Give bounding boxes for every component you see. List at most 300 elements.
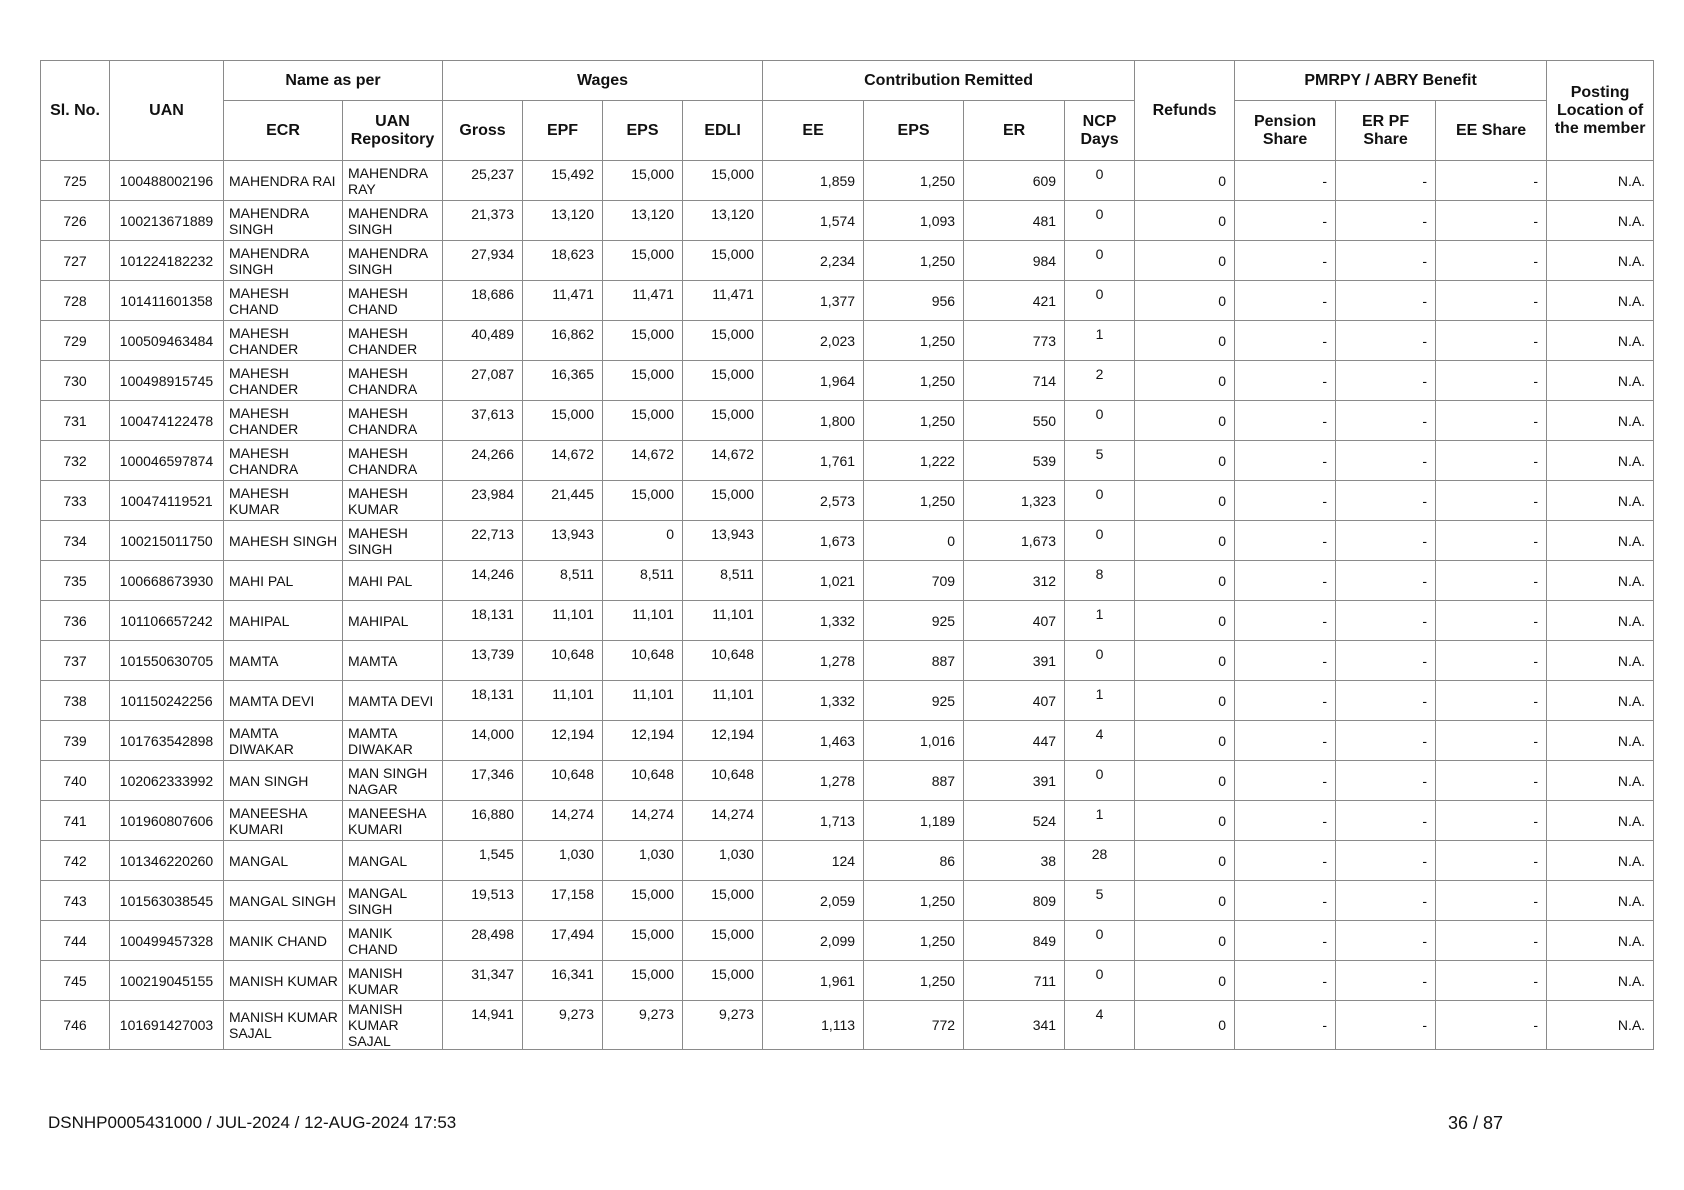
cell-edli: 13,943 [683,521,763,561]
table-row [41,761,1654,801]
table-row [41,161,1654,201]
cell-er: 711 [964,961,1065,1001]
group-name-as-per: Name as per [224,61,443,101]
cell-ee-share: - [1436,521,1547,561]
cell-gross: 22,713 [443,521,523,561]
group-pmrpy-abry: PMRPY / ABRY Benefit [1235,61,1547,101]
cell-er-pf-share: - [1336,481,1436,521]
cell-gross: 14,246 [443,561,523,601]
cell-edli: 15,000 [683,481,763,521]
table-row [41,961,1654,1001]
cell-contribution-eps: 1,250 [864,321,964,361]
cell-contribution-eps: 1,016 [864,721,964,761]
cell-edli: 15,000 [683,401,763,441]
cell-ncp-days: 0 [1065,761,1135,801]
cell-contribution-eps: 925 [864,681,964,721]
cell-ee-share: - [1436,841,1547,881]
cell-sl-no: 726 [41,201,110,241]
cell-gross: 16,880 [443,801,523,841]
cell-name-uan-repository: MAN SINGH NAGAR [343,761,443,801]
cell-name-ecr: MAMTA DEVI [224,681,343,721]
cell-ee: 1,574 [763,201,864,241]
cell-ncp-days: 0 [1065,521,1135,561]
cell-ncp-days: 4 [1065,721,1135,761]
cell-refunds: 0 [1135,241,1235,281]
table-header [41,61,1654,161]
cell-name-uan-repository: MANISH KUMAR SAJAL [343,1001,443,1050]
cell-ncp-days: 28 [1065,841,1135,881]
cell-er: 524 [964,801,1065,841]
cell-sl-no: 741 [41,801,110,841]
cell-er-pf-share: - [1336,241,1436,281]
cell-name-ecr: MANGAL [224,841,343,881]
cell-pension-share: - [1235,481,1336,521]
cell-epf: 11,101 [523,601,603,641]
cell-er: 984 [964,241,1065,281]
cell-ee-share: - [1436,681,1547,721]
cell-ee: 1,964 [763,361,864,401]
cell-name-ecr: MAHENDRA SINGH [224,241,343,281]
cell-pension-share: - [1235,561,1336,601]
table-row [41,521,1654,561]
cell-epf: 16,862 [523,321,603,361]
cell-ee-share: - [1436,201,1547,241]
cell-er-pf-share: - [1336,321,1436,361]
cell-posting-location: N.A. [1547,881,1654,921]
cell-ee: 2,023 [763,321,864,361]
cell-eps: 11,101 [603,681,683,721]
col-pension-share: Pension Share [1235,101,1336,161]
col-posting-location: Posting Location of the member [1547,61,1654,161]
cell-sl-no: 730 [41,361,110,401]
cell-ee: 2,099 [763,921,864,961]
cell-name-uan-repository: MAMTA [343,641,443,681]
cell-edli: 13,120 [683,201,763,241]
cell-ee-share: - [1436,481,1547,521]
cell-sl-no: 738 [41,681,110,721]
cell-sl-no: 733 [41,481,110,521]
cell-epf: 14,672 [523,441,603,481]
cell-epf: 1,030 [523,841,603,881]
cell-eps: 15,000 [603,241,683,281]
cell-name-uan-repository: MAMTA DEVI [343,681,443,721]
cell-ee: 2,573 [763,481,864,521]
cell-refunds: 0 [1135,601,1235,641]
cell-pension-share: - [1235,801,1336,841]
cell-uan: 101691427003 [110,1001,224,1050]
cell-er-pf-share: - [1336,961,1436,1001]
cell-refunds: 0 [1135,281,1235,321]
cell-name-ecr: MAHESH CHANDRA [224,441,343,481]
cell-name-uan-repository: MAHESH CHANDER [343,321,443,361]
cell-uan: 100668673930 [110,561,224,601]
cell-sl-no: 746 [41,1001,110,1050]
cell-ncp-days: 8 [1065,561,1135,601]
cell-uan: 100213671889 [110,201,224,241]
table-row [41,321,1654,361]
cell-refunds: 0 [1135,441,1235,481]
group-wages: Wages [443,61,763,101]
table-row [41,201,1654,241]
cell-ee-share: - [1436,321,1547,361]
cell-eps: 12,194 [603,721,683,761]
cell-name-uan-repository: MANGAL SINGH [343,881,443,921]
cell-ee-share: - [1436,801,1547,841]
col-er-pf-share: ER PF Share [1336,101,1436,161]
cell-pension-share: - [1235,961,1336,1001]
cell-posting-location: N.A. [1547,641,1654,681]
cell-epf: 10,648 [523,641,603,681]
cell-name-uan-repository: MAMTA DIWAKAR [343,721,443,761]
cell-edli: 15,000 [683,361,763,401]
cell-epf: 8,511 [523,561,603,601]
cell-eps: 15,000 [603,401,683,441]
cell-ee-share: - [1436,441,1547,481]
cell-name-ecr: MAHESH CHAND [224,281,343,321]
cell-name-uan-repository: MAHENDRA SINGH [343,201,443,241]
cell-sl-no: 731 [41,401,110,441]
cell-gross: 23,984 [443,481,523,521]
table-row [41,361,1654,401]
cell-edli: 10,648 [683,641,763,681]
cell-refunds: 0 [1135,161,1235,201]
cell-posting-location: N.A. [1547,601,1654,641]
cell-er-pf-share: - [1336,921,1436,961]
cell-pension-share: - [1235,601,1336,641]
cell-sl-no: 725 [41,161,110,201]
cell-ee-share: - [1436,641,1547,681]
cell-sl-no: 745 [41,961,110,1001]
cell-refunds: 0 [1135,681,1235,721]
cell-pension-share: - [1235,241,1336,281]
cell-contribution-eps: 1,250 [864,241,964,281]
cell-uan: 101563038545 [110,881,224,921]
cell-edli: 14,274 [683,801,763,841]
cell-refunds: 0 [1135,401,1235,441]
cell-ee-share: - [1436,281,1547,321]
cell-er-pf-share: - [1336,561,1436,601]
cell-er-pf-share: - [1336,681,1436,721]
cell-ncp-days: 0 [1065,161,1135,201]
cell-name-ecr: MAHI PAL [224,561,343,601]
cell-refunds: 0 [1135,201,1235,241]
page-number: 36 / 87 [1448,1113,1504,1133]
cell-gross: 24,266 [443,441,523,481]
cell-sl-no: 734 [41,521,110,561]
col-er: ER [964,101,1065,161]
cell-name-ecr: MAHESH CHANDER [224,361,343,401]
cell-sl-no: 728 [41,281,110,321]
table-row [41,601,1654,641]
cell-er-pf-share: - [1336,601,1436,641]
cell-er-pf-share: - [1336,401,1436,441]
cell-edli: 1,030 [683,841,763,881]
cell-edli: 15,000 [683,161,763,201]
cell-gross: 27,934 [443,241,523,281]
cell-contribution-eps: 772 [864,1001,964,1050]
cell-epf: 10,648 [523,761,603,801]
cell-er: 550 [964,401,1065,441]
cell-ee-share: - [1436,961,1547,1001]
cell-refunds: 0 [1135,321,1235,361]
cell-gross: 1,545 [443,841,523,881]
cell-edli: 15,000 [683,241,763,281]
cell-contribution-eps: 1,250 [864,361,964,401]
cell-epf: 17,158 [523,881,603,921]
cell-eps: 10,648 [603,761,683,801]
cell-sl-no: 729 [41,321,110,361]
cell-name-ecr: MAMTA [224,641,343,681]
cell-contribution-eps: 1,189 [864,801,964,841]
cell-edli: 15,000 [683,881,763,921]
cell-uan: 100219045155 [110,961,224,1001]
cell-eps: 14,672 [603,441,683,481]
cell-name-ecr: MANISH KUMAR [224,961,343,1001]
cell-eps: 15,000 [603,481,683,521]
cell-edli: 15,000 [683,921,763,961]
cell-ee: 1,278 [763,641,864,681]
cell-pension-share: - [1235,281,1336,321]
table-row [41,641,1654,681]
cell-gross: 28,498 [443,921,523,961]
group-contribution-remitted: Contribution Remitted [763,61,1135,101]
cell-sl-no: 743 [41,881,110,921]
cell-refunds: 0 [1135,641,1235,681]
cell-er-pf-share: - [1336,361,1436,401]
cell-gross: 18,686 [443,281,523,321]
cell-ncp-days: 1 [1065,321,1135,361]
table-row [41,481,1654,521]
cell-name-uan-repository: MAHENDRA SINGH [343,241,443,281]
cell-epf: 17,494 [523,921,603,961]
cell-name-uan-repository: MANGAL [343,841,443,881]
cell-edli: 15,000 [683,961,763,1001]
cell-sl-no: 736 [41,601,110,641]
cell-er-pf-share: - [1336,801,1436,841]
cell-pension-share: - [1235,761,1336,801]
cell-posting-location: N.A. [1547,241,1654,281]
cell-ncp-days: 1 [1065,601,1135,641]
table-row [41,281,1654,321]
cell-ee: 1,021 [763,561,864,601]
table-row [41,801,1654,841]
cell-name-ecr: MAHESH CHANDER [224,321,343,361]
table-row [41,881,1654,921]
cell-er: 1,323 [964,481,1065,521]
cell-ee: 1,673 [763,521,864,561]
cell-ee: 1,859 [763,161,864,201]
cell-name-uan-repository: MAHESH CHANDRA [343,361,443,401]
cell-eps: 11,471 [603,281,683,321]
cell-name-ecr: MAMTA DIWAKAR [224,721,343,761]
cell-name-uan-repository: MAHI PAL [343,561,443,601]
cell-name-ecr: MAN SINGH [224,761,343,801]
cell-refunds: 0 [1135,481,1235,521]
cell-refunds: 0 [1135,521,1235,561]
col-ecr: ECR [224,101,343,161]
cell-er: 407 [964,681,1065,721]
document-reference: DSNHP0005431000 / JUL-2024 / 12-AUG-2024 17:53 [48,1113,457,1132]
cell-name-ecr: MANIK CHAND [224,921,343,961]
cell-eps: 0 [603,521,683,561]
cell-gross: 25,237 [443,161,523,201]
cell-er-pf-share: - [1336,881,1436,921]
cell-contribution-eps: 1,250 [864,481,964,521]
cell-er: 341 [964,1001,1065,1050]
col-ee-share: EE Share [1436,101,1547,161]
cell-ee-share: - [1436,561,1547,601]
cell-er-pf-share: - [1336,721,1436,761]
cell-ncp-days: 0 [1065,921,1135,961]
cell-name-uan-repository: MAHESH CHANDRA [343,401,443,441]
cell-pension-share: - [1235,201,1336,241]
col-epf: EPF [523,101,603,161]
cell-contribution-eps: 1,250 [864,161,964,201]
cell-edli: 11,101 [683,601,763,641]
cell-ee: 1,278 [763,761,864,801]
cell-ncp-days: 0 [1065,641,1135,681]
cell-ncp-days: 0 [1065,481,1135,521]
cell-contribution-eps: 1,250 [864,881,964,921]
cell-pension-share: - [1235,721,1336,761]
cell-gross: 37,613 [443,401,523,441]
cell-name-ecr: MAHIPAL [224,601,343,641]
cell-posting-location: N.A. [1547,361,1654,401]
cell-ee-share: - [1436,881,1547,921]
cell-contribution-eps: 709 [864,561,964,601]
cell-contribution-eps: 1,093 [864,201,964,241]
cell-posting-location: N.A. [1547,761,1654,801]
cell-uan: 102062333992 [110,761,224,801]
cell-uan: 100474122478 [110,401,224,441]
cell-sl-no: 740 [41,761,110,801]
cell-edli: 11,471 [683,281,763,321]
cell-sl-no: 744 [41,921,110,961]
table-row [41,1001,1654,1050]
cell-uan: 100509463484 [110,321,224,361]
cell-posting-location: N.A. [1547,921,1654,961]
col-ncp-days: NCP Days [1065,101,1135,161]
cell-contribution-eps: 887 [864,761,964,801]
cell-ee: 2,234 [763,241,864,281]
cell-ee: 2,059 [763,881,864,921]
cell-epf: 14,274 [523,801,603,841]
cell-refunds: 0 [1135,561,1235,601]
cell-gross: 31,347 [443,961,523,1001]
cell-contribution-eps: 1,250 [864,961,964,1001]
cell-er: 421 [964,281,1065,321]
cell-posting-location: N.A. [1547,521,1654,561]
cell-ncp-days: 0 [1065,401,1135,441]
col-refunds: Refunds [1135,61,1235,161]
cell-ncp-days: 0 [1065,281,1135,321]
cell-pension-share: - [1235,441,1336,481]
cell-pension-share: - [1235,641,1336,681]
cell-er: 38 [964,841,1065,881]
cell-ee: 1,961 [763,961,864,1001]
cell-refunds: 0 [1135,721,1235,761]
cell-pension-share: - [1235,521,1336,561]
col-uan: UAN [110,61,224,161]
cell-refunds: 0 [1135,361,1235,401]
cell-ee-share: - [1436,241,1547,281]
cell-er: 391 [964,761,1065,801]
cell-er-pf-share: - [1336,1001,1436,1050]
cell-ncp-days: 1 [1065,681,1135,721]
cell-er: 447 [964,721,1065,761]
cell-er: 391 [964,641,1065,681]
cell-sl-no: 737 [41,641,110,681]
table-row [41,441,1654,481]
cell-eps: 11,101 [603,601,683,641]
cell-posting-location: N.A. [1547,841,1654,881]
cell-uan: 101960807606 [110,801,224,841]
cell-posting-location: N.A. [1547,681,1654,721]
cell-er-pf-share: - [1336,641,1436,681]
cell-epf: 12,194 [523,721,603,761]
cell-posting-location: N.A. [1547,281,1654,321]
cell-uan: 101550630705 [110,641,224,681]
cell-ee: 124 [763,841,864,881]
cell-gross: 18,131 [443,601,523,641]
cell-pension-share: - [1235,841,1336,881]
cell-ncp-days: 4 [1065,1001,1135,1050]
cell-sl-no: 732 [41,441,110,481]
cell-posting-location: N.A. [1547,481,1654,521]
cell-contribution-eps: 0 [864,521,964,561]
cell-pension-share: - [1235,161,1336,201]
cell-uan: 100488002196 [110,161,224,201]
cell-ncp-days: 0 [1065,201,1135,241]
cell-edli: 8,511 [683,561,763,601]
cell-contribution-eps: 1,222 [864,441,964,481]
col-eps: EPS [603,101,683,161]
cell-posting-location: N.A. [1547,561,1654,601]
cell-sl-no: 739 [41,721,110,761]
cell-epf: 13,120 [523,201,603,241]
cell-er-pf-share: - [1336,161,1436,201]
cell-ncp-days: 5 [1065,441,1135,481]
cell-er: 312 [964,561,1065,601]
cell-gross: 17,346 [443,761,523,801]
cell-name-uan-repository: MAHENDRA RAY [343,161,443,201]
cell-posting-location: N.A. [1547,721,1654,761]
table-row [41,921,1654,961]
cell-uan: 100499457328 [110,921,224,961]
cell-edli: 10,648 [683,761,763,801]
ecr-contribution-table [40,60,1654,1050]
cell-uan: 101224182232 [110,241,224,281]
cell-ee-share: - [1436,761,1547,801]
col-sl-no: Sl. No. [41,61,110,161]
cell-er: 407 [964,601,1065,641]
cell-ee: 1,713 [763,801,864,841]
table-row [41,721,1654,761]
cell-refunds: 0 [1135,1001,1235,1050]
cell-ee-share: - [1436,401,1547,441]
cell-er-pf-share: - [1336,441,1436,481]
table-row [41,401,1654,441]
cell-gross: 21,373 [443,201,523,241]
cell-epf: 11,101 [523,681,603,721]
cell-epf: 15,492 [523,161,603,201]
cell-gross: 18,131 [443,681,523,721]
cell-posting-location: N.A. [1547,161,1654,201]
cell-uan: 100498915745 [110,361,224,401]
cell-uan: 100474119521 [110,481,224,521]
cell-epf: 21,445 [523,481,603,521]
cell-ee: 1,332 [763,681,864,721]
